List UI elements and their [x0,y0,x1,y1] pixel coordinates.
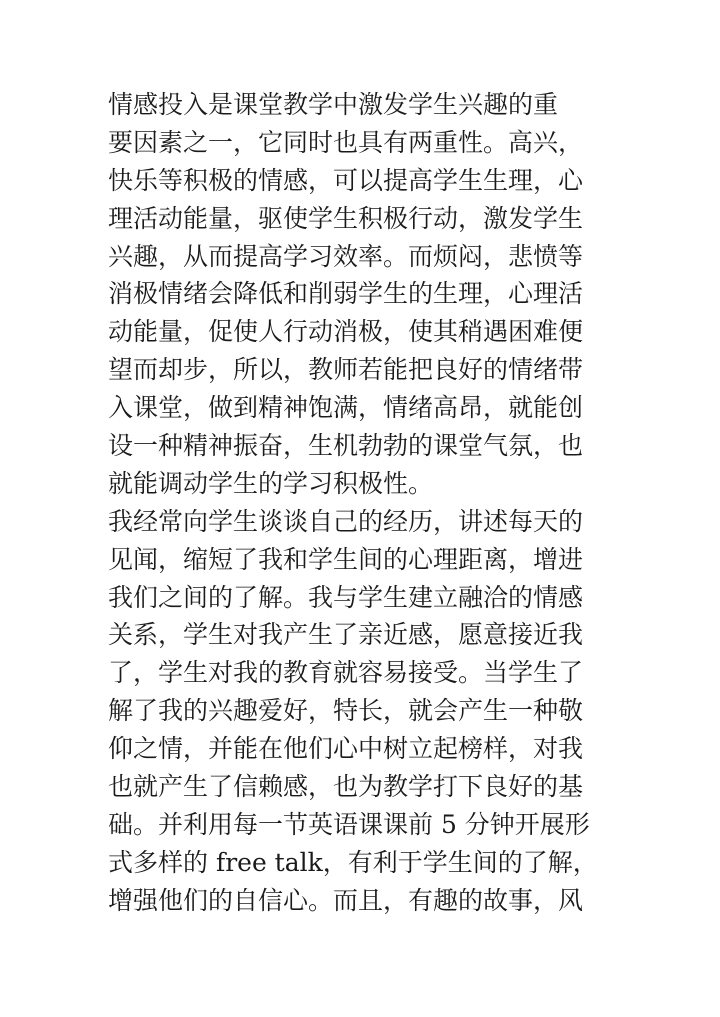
text-line: 了，学生对我的教育就容易接受。当学生了 [108,658,584,688]
text-line: 础。并利用每一节英语课课前 5 分钟开展形 [108,809,590,839]
text-line: 增强他们的自信心。而且，有趣的故事，风 [108,885,584,915]
text-line: 仰之情，并能在他们心中树立起榜样，对我 [108,734,584,764]
text-line: 也就产生了信赖感，也为教学打下良好的基 [108,772,584,802]
text-line: 入课堂，做到精神饱满，情绪高昂，就能创 [108,393,584,423]
text-line: 设一种精神振奋，生机勃勃的课堂气氛，也 [108,431,584,461]
text-line: 我们之间的了解。我与学生建立融洽的情感 [108,582,584,612]
text-line: 情感投入是课堂教学中激发学生兴趣的重 [108,90,559,119]
text-line: 要因素之一，它同时也具有两重性。高兴， [108,127,584,157]
text-line: 动能量，促使人行动消极，使其稍遇困难便 [108,317,584,347]
text-line: 消极情绪会降低和削弱学生的生理，心理活 [108,279,584,309]
body-text [108,86,628,920]
text-line: 式多样的 free talk，有利于学生间的了解， [108,847,598,877]
text-line: 解了我的兴趣爱好，特长，就会产生一种敬 [108,696,584,726]
text-line: 理活动能量，驱使学生积极行动，激发学生 [108,203,584,233]
text-line: 快乐等积极的情感，可以提高学生生理，心 [108,165,584,195]
text-line: 望而却步，所以，教师若能把良好的情绪带 [108,355,584,385]
text-line: 就能调动学生的学习积极性。 [108,468,434,498]
text-line: 兴趣，从而提高学习效率。而烦闷，悲愤等 [108,241,584,271]
text-line: 关系，学生对我产生了亲近感，愿意接近我 [108,620,584,650]
text-line: 我经常向学生谈谈自己的经历，讲述每天的 [108,506,584,536]
text-line: 见闻，缩短了我和学生间的心理距离，增进 [108,544,584,574]
